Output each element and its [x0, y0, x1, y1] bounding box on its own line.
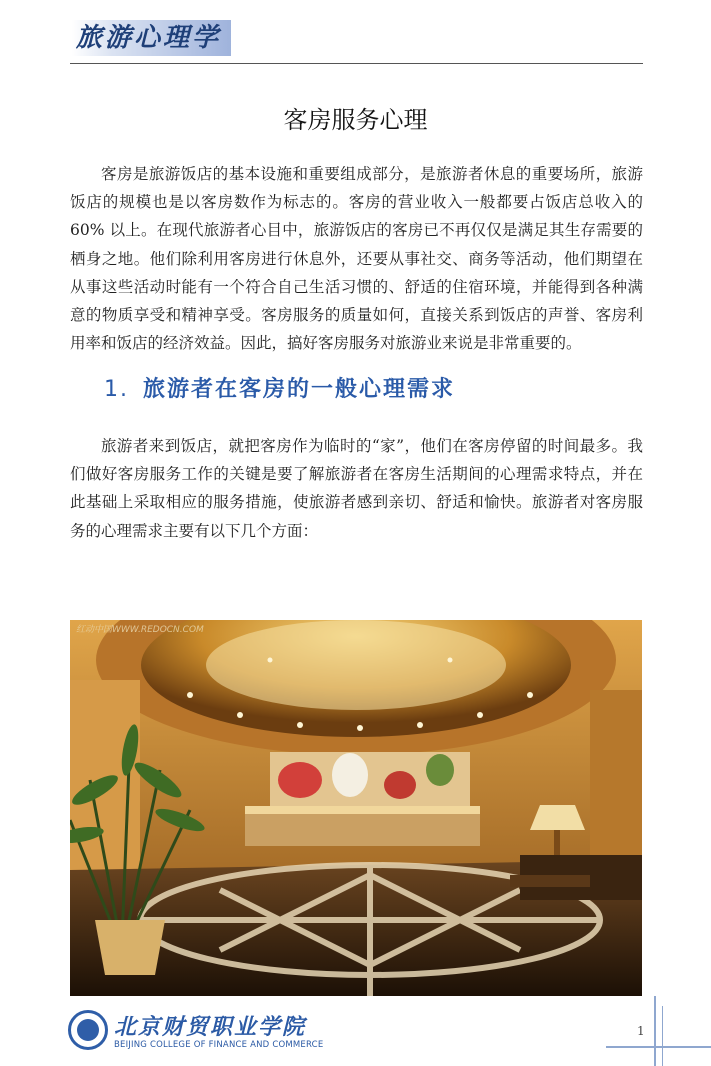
hotel-lobby-photo	[70, 620, 642, 996]
lobby-illustration	[70, 620, 642, 996]
body-paragraph: 旅游者来到饭店，就把客房作为临时的“家”，他们在客房停留的时间最多。我们做好客房服务工作的关键是要了解旅游者在客房生活期间的心理需求特点，并在此基础上采取相应的服务措施，使旅游者感到亲切、舒适和愉快。旅游者对客房服务的心理需求主要有以下几个方面：	[70, 437, 643, 540]
section-title: 客房服务心理	[283, 106, 428, 134]
header-title: 旅游心理学	[72, 20, 231, 56]
subheading	[104, 372, 455, 403]
logo-emblem-icon	[77, 1019, 99, 1041]
footer-horizontal-line	[606, 1046, 711, 1048]
subheading-text: 旅游者在客房的一般心理需求	[143, 377, 456, 402]
image-watermark: 红动中国WWW.REDOCN.COM	[76, 625, 204, 635]
footer-vertical-line-2	[662, 1006, 663, 1066]
college-logo	[68, 1010, 108, 1050]
subheading-number: 1.	[104, 377, 129, 402]
header-rule	[70, 63, 643, 64]
footer-vertical-line	[654, 996, 656, 1066]
page-number: 1	[637, 1024, 645, 1038]
college-name-cn: 北京财贸职业学院	[114, 1014, 307, 1040]
intro-paragraph: 客房是旅游饭店的基本设施和重要组成部分，是旅游者休息的重要场所，旅游饭店的规模也是以客房数作为标志的。客房的营业收入一般都要占饭店总收入的 60% 以上。在现代旅游者心目中，旅游饭店的客房已不再仅仅是满足其生存需要的栖身之地。他们除利用客房进行休息外，还要从事社交、商务等活动，他们期望在从事这些活动时能有一个符合自己生活习惯的、舒适的住宿环境，并能得到各种满意的物质享受和精神享受。客房服务的质量如何，直接关系到饭店的声誉、客房利用率和饭店的经济效益。因此，搞好客房服务对旅游业来说是非常重要的。	[70, 165, 643, 353]
college-name-en: BEIJING COLLEGE OF FINANCE AND COMMERCE	[114, 1040, 324, 1050]
